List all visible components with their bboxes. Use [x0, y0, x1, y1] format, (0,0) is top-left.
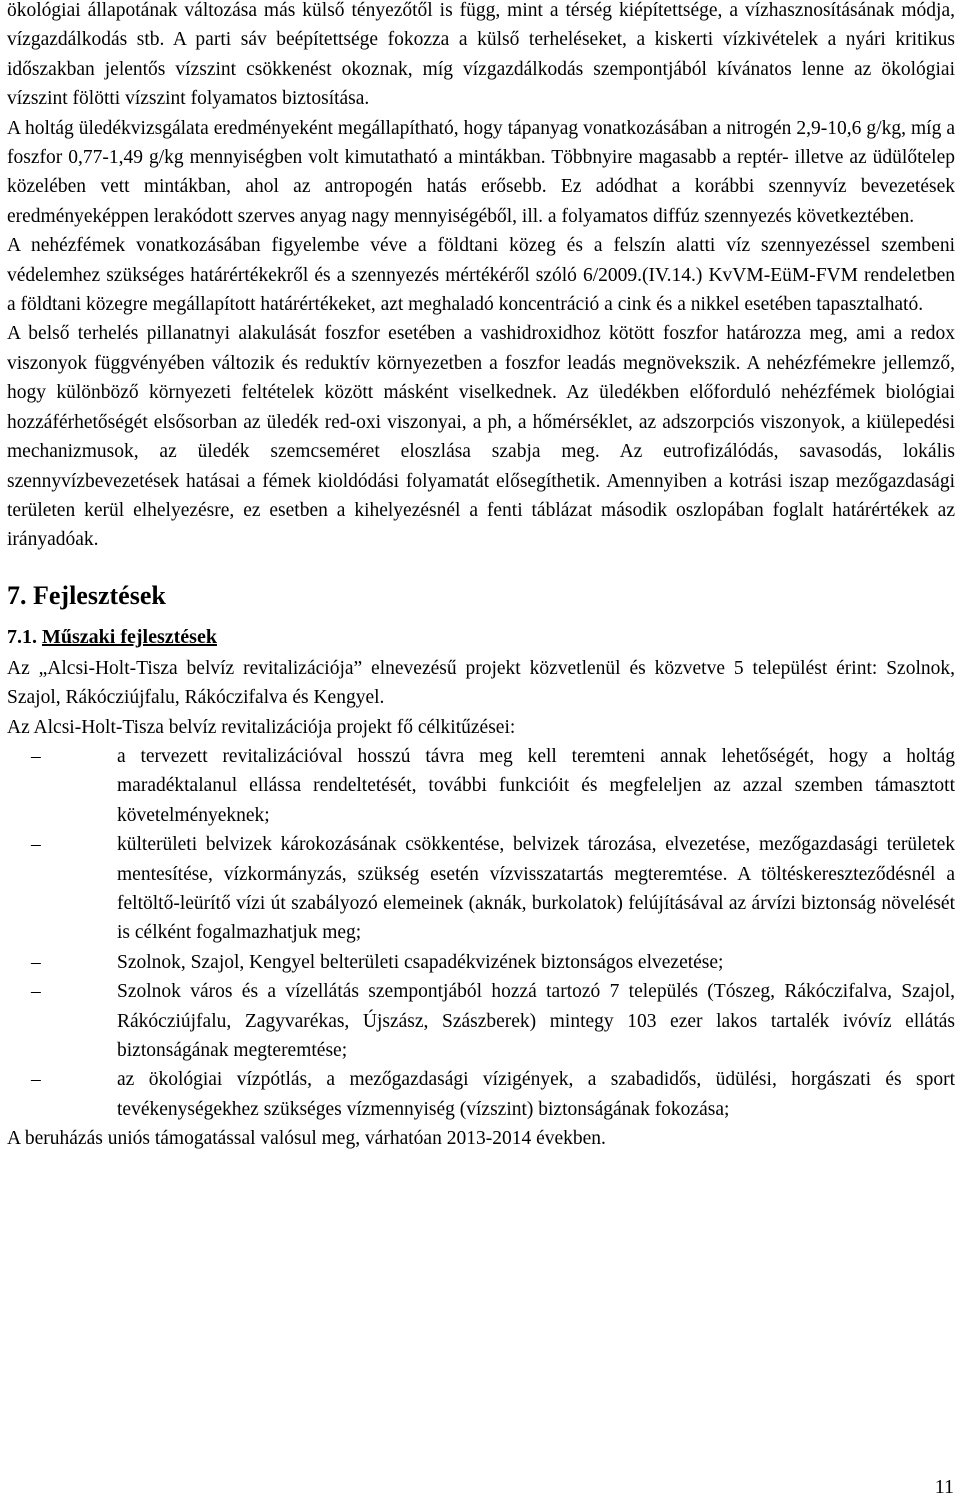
- list-item: [7, 948, 955, 977]
- paragraph-goals-intro: Az Alcsi-Holt-Tisza belvíz revitalizációja projekt fő célkitűzései:: [7, 716, 516, 738]
- subsection-heading: [7, 620, 955, 654]
- paragraph-internal-load: A belső terhelés pillanatnyi alakulását foszfor esetében a vashidroxidhoz kötött foszfor határozza meg, ami a redox viszonyok függvényében változik és reduktív környezetben a foszfor leadás megnövekszik. A nehézfémekre jellemző, hogy különböző környezeti feltételek között másként viselkednek. Az üledékben előforduló nehézfémek biológiai hozzáférhetőségét elsősorban az üledék red-oxi viszonyai, a ph, a hőmérséklet, az adszorpciós viszonyok, a kiülepedési mechanizmusok, az üledék szemcseméret eloszlása szabja meg. Az eutrofizálódás, savasodás, lokális szennyvízbevezetések hatásai a fémek kioldódási folyamatát elősegíthetik. Amennyiben a kotrási iszap mezőgazdasági területen kerül elhelyezésre, ez esetben a kihelyezésnél a fenti táblázat második oszlopában foglalt határértékek az irányadóak.: [7, 323, 955, 551]
- paragraph-closing: A beruházás uniós támogatással valósul meg, várhatóan 2013-2014 években.: [7, 1128, 606, 1150]
- list-dash: –: [31, 745, 41, 767]
- paragraph-project-intro: Az „Alcsi-Holt-Tisza belvíz revitalizációja” elnevezésű projekt közvetlenül és közvetve 5 települést érint: Szolnok, Szajol, Rákócziújfalu, Rákóczifalva és Kengyel.: [7, 657, 955, 709]
- list-item: [7, 830, 955, 948]
- list-dash: –: [31, 834, 41, 856]
- list-dash: –: [31, 981, 41, 1003]
- list-item-text: külterületi belvizek károkozásának csökkentése, belvizek tározása, elvezetése, mezőgazdasági területek mentesítése, vízkormányzás, szükség esetén vízvisszatartás megteremtése. A töltéskereszteződésnél a feltöltő-leürítő vízi út szabályozó elemeinek (aknák, burkolatok) felújításával az árvízi biztonság növelését is célként fogalmazhatjuk meg;: [117, 834, 955, 944]
- section-heading: 7. Fejlesztések: [7, 580, 166, 610]
- list-dash: –: [31, 951, 41, 973]
- list-item-text: Szolnok város és a vízellátás szempontjából hozzá tartozó 7 település (Tószeg, Rákóczifalva, Szajol, Rákócziújfalu, Zagyvarékas, Újszász, Szászberek) mintegy 103 ezer lakos tartalék ivóvíz ellátás biztonságának megteremtése;: [117, 981, 955, 1061]
- paragraph-sediment-analysis: A holtág üledékvizsgálata eredményeként megállapítható, hogy tápanyag vonatkozásában a nitrogén 2,9-10,6 g/kg, míg a foszfor 0,77-1,49 g/kg mennyiségben volt kimutatható a mintákban. Többnyire magasabb a reptér- illetve az üdülőtelep közelében vett mintákban, ahol az antropogén hatás erősebb. Ez adódhat a korábbi szennyvíz bevezetések eredményeképpen lerakódott szerves anyag nagy mennyiségéből, ill. a folyamatos diffúz szennyezés következtében.: [7, 117, 955, 227]
- list-dash: –: [31, 1069, 41, 1091]
- subsection-number: 7.1.: [7, 625, 37, 648]
- list-item-text: az ökológiai vízpótlás, a mezőgazdasági vízigények, a szabadidős, üdülési, horgászati és sport tevékenységekhez szükséges vízmennyiség (vízszint) biztonságának fokozása;: [117, 1069, 955, 1120]
- paragraph-heavy-metals: A nehézfémek vonatkozásában figyelembe véve a földtani közeg és a felszín alatti víz szennyezéssel szembeni védelemhez szükséges határértékekről és a szennyezés mértékéről szóló 6/2009.(IV.14.) KvVM-EüM-FVM rendeletben a földtani közegre megállapított határértékeket, azt meghaladó koncentráció a cink és a nikkel esetében tapasztalható.: [7, 235, 955, 316]
- subsection-title: Műszaki fejlesztések: [42, 625, 217, 648]
- list-item: [7, 1065, 955, 1124]
- page-number: 11: [934, 1476, 954, 1498]
- list-item: [7, 977, 955, 1065]
- list-item-text: a tervezett revitalizációval hosszú távra meg kell teremteni annak lehetőségét, hogy a holtág maradéktalanul ellássa rendeltetését, további funkcióit és megfeleljen az azzal szemben támasztott követelményeknek;: [117, 745, 955, 826]
- list-item: [7, 742, 955, 830]
- goals-list: [7, 742, 955, 1124]
- document-page: [7, 0, 955, 1154]
- paragraph-ecological-state: ökológiai állapotának változása más külső tényezőtől is függ, mint a térség kiépítettsége, a vízhasznosításának módja, vízgazdálkodás stb. A parti sáv beépítettsége fokozza a külső terheléseket, a kiskerti vízkivételek a nyári kritikus időszakban jelentős vízszint csökkenést okoznak, míg vízgazdálkodás szempontjából kívánatos lenne az ökológiai vízszint fölötti vízszint folyamatos biztosítása.: [7, 0, 955, 110]
- list-item-text: Szolnok, Szajol, Kengyel belterületi csapadékvizének biztonságos elvezetése;: [117, 951, 724, 973]
